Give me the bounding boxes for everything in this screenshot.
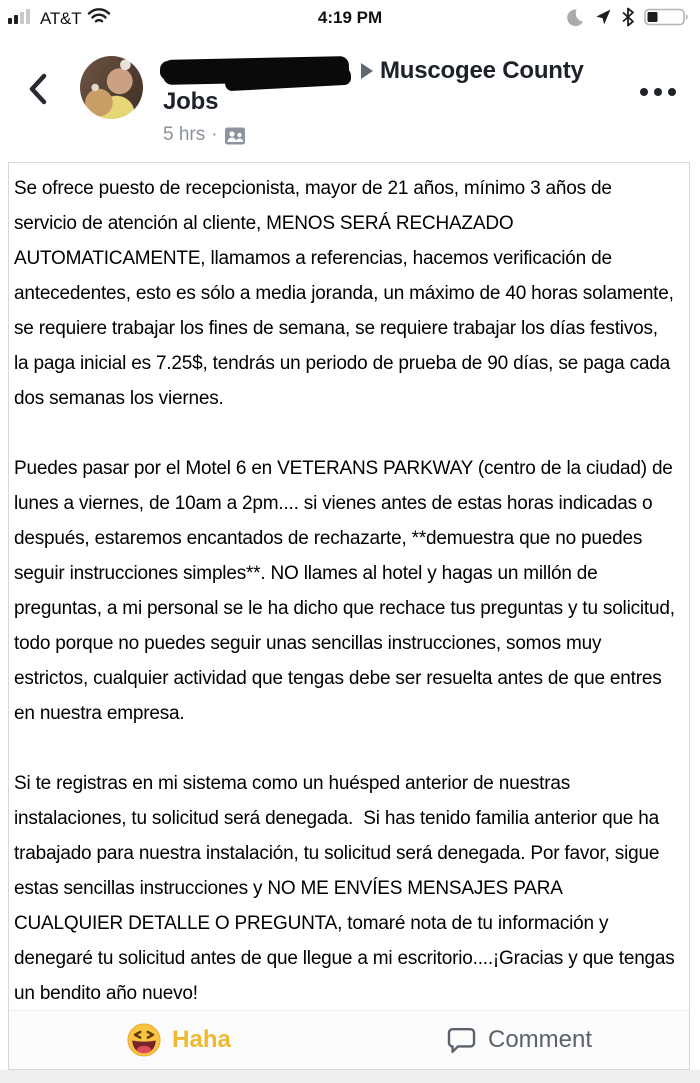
redacted-user-name <box>163 56 353 86</box>
more-options-icon <box>640 88 648 96</box>
back-chevron-icon <box>32 76 44 102</box>
status-bar <box>0 0 700 40</box>
haha-reaction-button[interactable] <box>9 1011 349 1069</box>
battery-icon <box>644 7 690 32</box>
back-button[interactable] <box>26 72 50 106</box>
post-text <box>9 163 689 1011</box>
more-options-button[interactable] <box>636 84 680 100</box>
haha-emoji-icon <box>127 1023 161 1057</box>
bluetooth-icon <box>621 7 635 32</box>
post-header <box>163 55 584 147</box>
comment-label: Comment <box>487 1026 593 1053</box>
group-name-link-line2[interactable]: Jobs <box>163 88 219 115</box>
moon-icon <box>565 7 585 32</box>
post-body-frame <box>8 162 690 1070</box>
post-paragraph-2: Puedes pasar por el Motel 6 en VETERANS PARKWAY (centro de la ciudad) de lunes a viernes, de 10am a 2pm.... si vienes antes de estas horas indicadas o después, estaremos encantados de rechazarte, **demuestra que no puedes seguir instrucciones simples**. NO llames al hotel y hagas un millón de preguntas, a mi personal se le ha dicho que rechace tus preguntas y tu solicitud, todo porque no puedes seguir unas sencillas instrucciones, somos muy estrictos, cualquier actividad que tengas debe ser resuelta antes de que entres en nuestra empresa. <box>14 458 680 724</box>
post-timestamp: 5 hrs <box>163 124 206 145</box>
bottom-strip <box>0 1070 700 1083</box>
reaction-bar <box>9 1010 689 1069</box>
posted-in-arrow-icon <box>361 63 373 79</box>
comment-button[interactable] <box>349 1011 689 1069</box>
clock: 4:19 PM <box>317 8 383 27</box>
haha-label: Haha <box>172 1026 231 1053</box>
location-arrow-icon <box>594 8 612 31</box>
avatar[interactable] <box>80 56 143 119</box>
post-paragraph-1: Se ofrece puesto de recepcionista, mayor de 21 años, mínimo 3 años de servicio de atención al cliente, MENOS SERÁ RECHAZADO AUTOMATICAMENTE, llamamos a referencias, hacemos verificación de antecedentes, esto es sólo a media joranda, un máximo de 40 horas solamente, se requiere trabajar los fines de semana, se requiere trabajar los días festivos, la paga inicial es 7.25$, tendrás un periodo de prueba de 90 días, se paga cada dos semanas los viernes. <box>14 178 679 409</box>
carrier-label: AT&T <box>40 8 82 28</box>
post-paragraph-3: Si te registras en mi sistema como un huésped anterior de nuestras instalaciones, tu solicitud será denegada. Si has tenido familia anterior que ha trabajado para nuestra instalación, tu solicitud será denegada. Por favor, sigue estas sencillas instrucciones y NO ME ENVÍES MENSAJES PARA CUALQUIER DETALLE O PREGUNTA, tomaré nota de tu información y denegaré tu solicitud antes de que llegue a mi escritorio....¡Gracias y que tengas un bendito año nuevo! <box>14 773 680 1004</box>
group-name-link[interactable]: Muscogee County <box>380 57 584 84</box>
group-icon <box>224 125 246 147</box>
meta-separator: · <box>211 124 218 145</box>
comment-bubble-icon <box>446 1026 477 1055</box>
